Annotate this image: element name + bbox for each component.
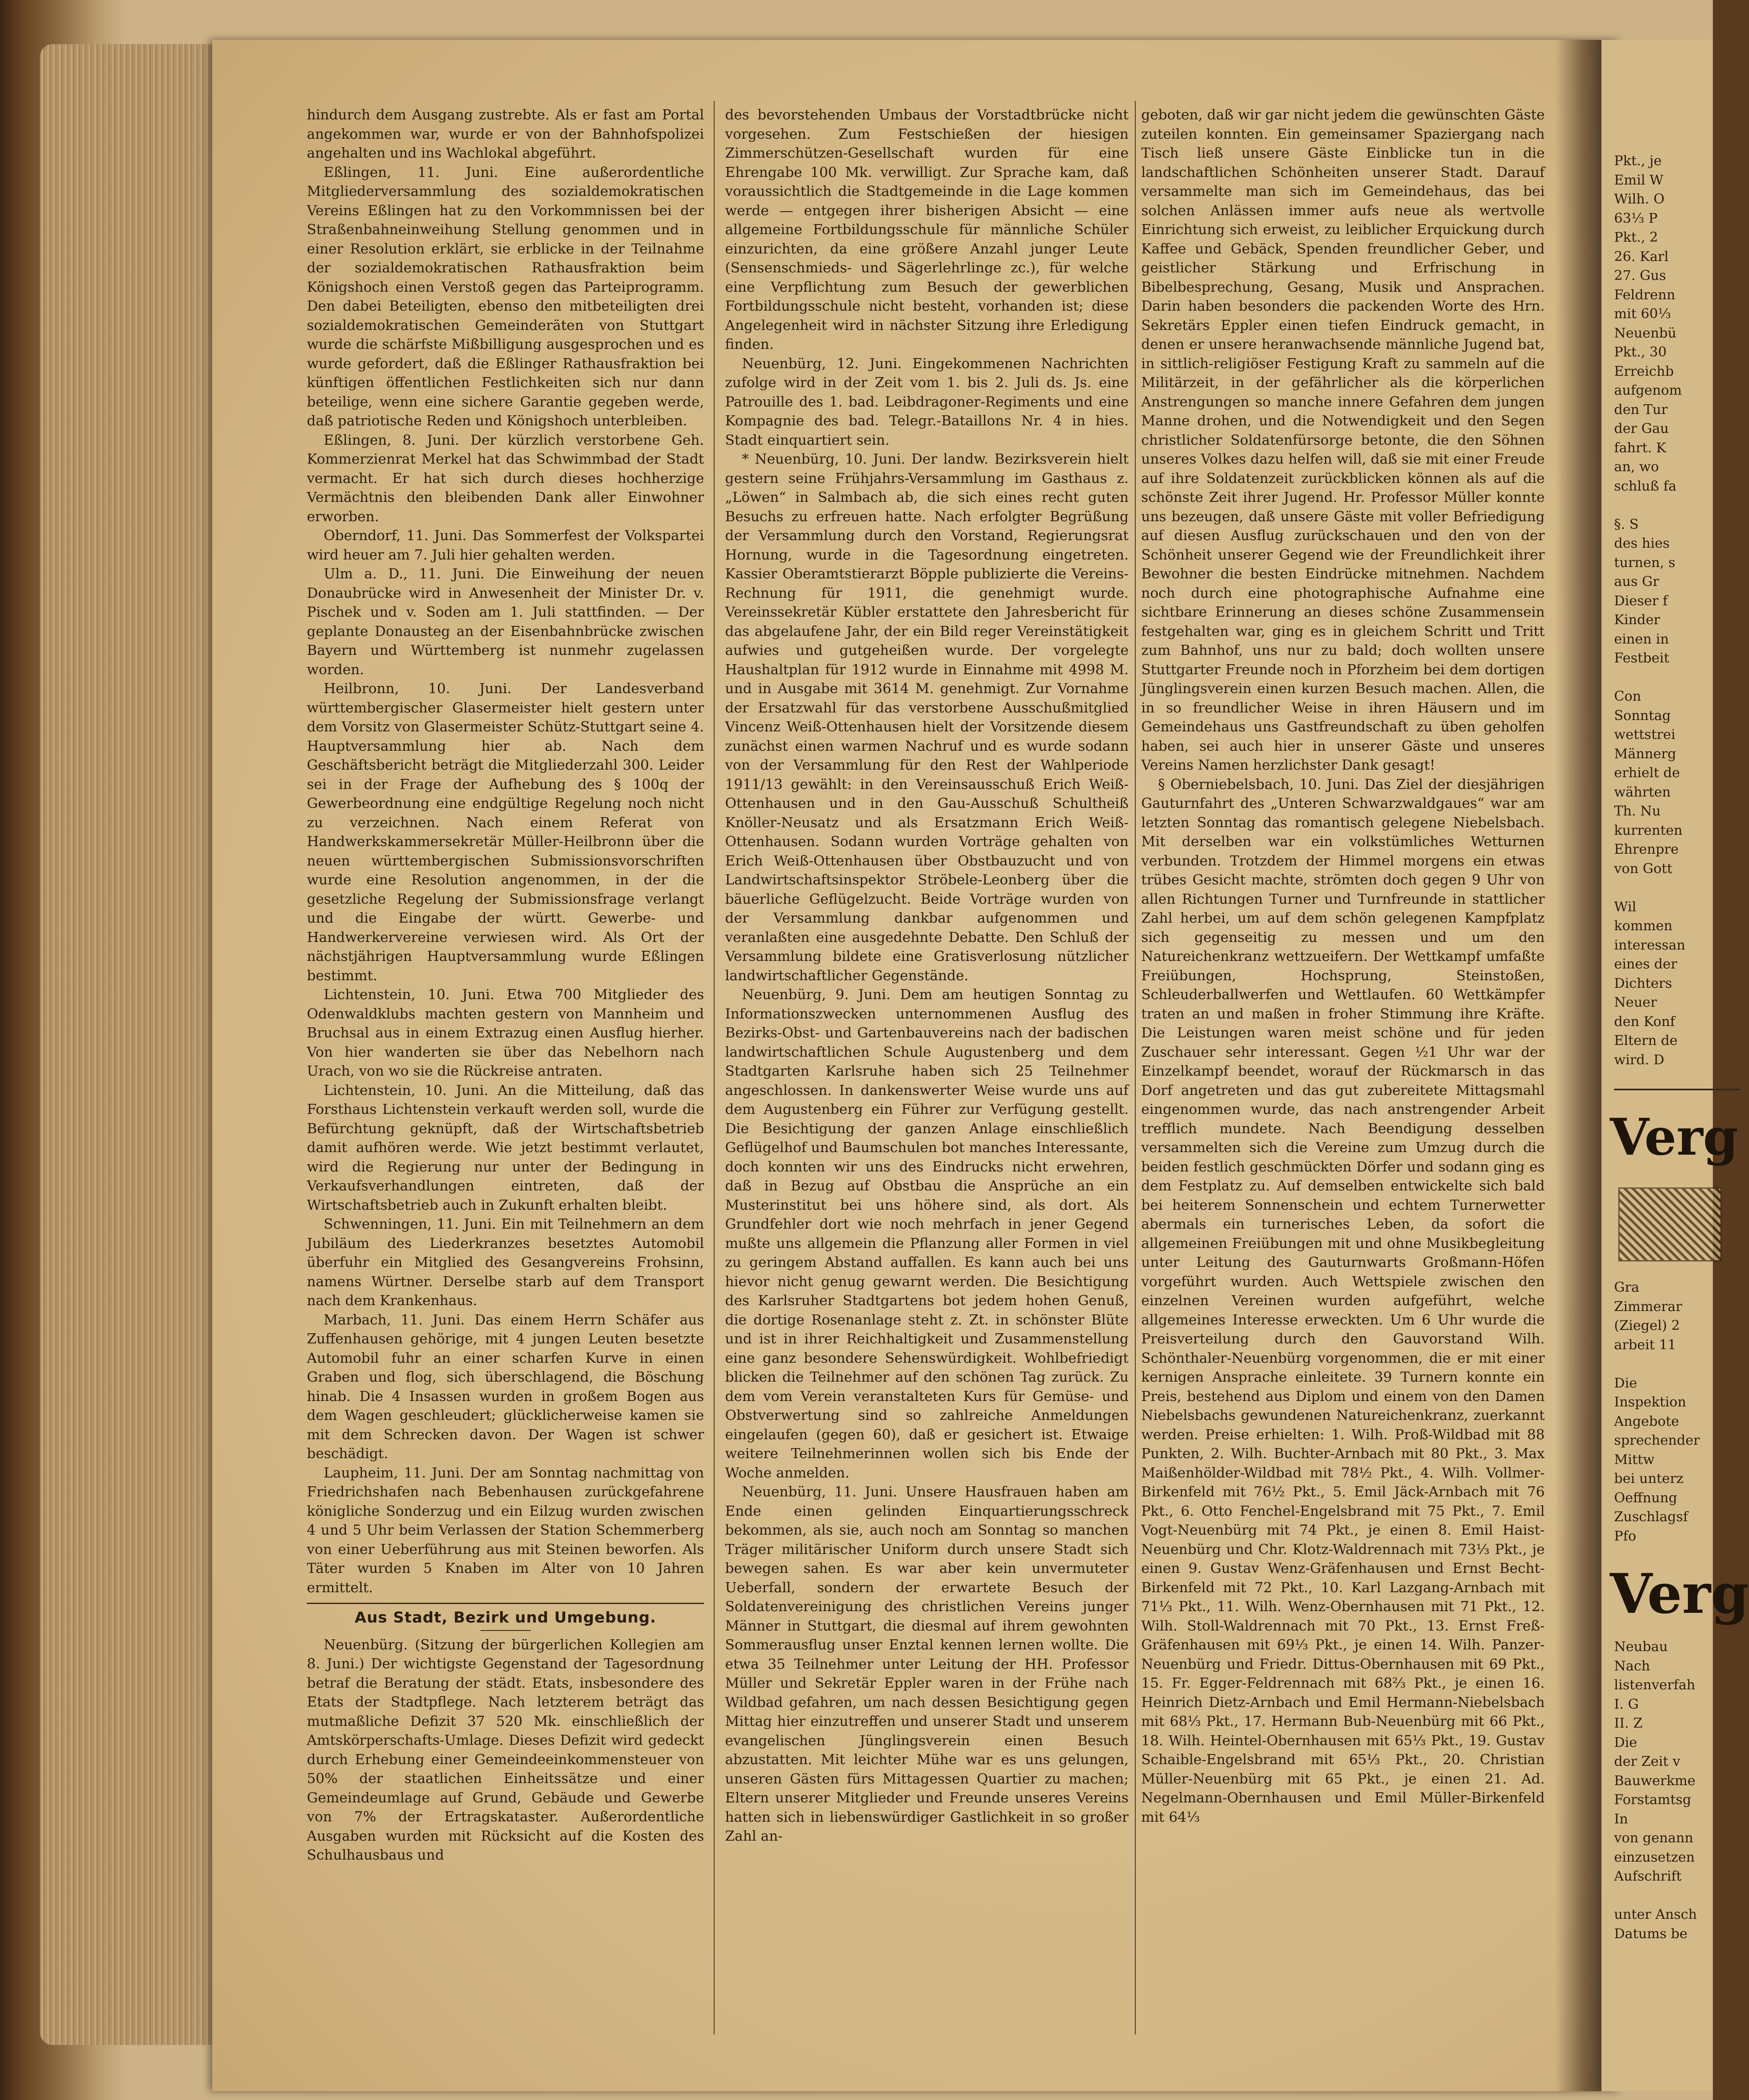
adjacent-page-line: aus Gr <box>1614 573 1659 589</box>
adjacent-page-line: sprechender <box>1614 1432 1700 1448</box>
adjacent-page-line: Feldrenn <box>1614 286 1675 303</box>
adjacent-page-line <box>1614 1886 1697 1905</box>
adjacent-page-line: Wil <box>1614 898 1636 915</box>
adjacent-page-line: wird. D <box>1614 1051 1665 1068</box>
adjacent-page-line: von Gott <box>1614 860 1672 876</box>
adjacent-page-line: Neubau <box>1614 1638 1668 1654</box>
adjacent-page-line: Pkt., 30 <box>1614 344 1667 360</box>
adjacent-page-line: eines der <box>1614 956 1678 972</box>
adjacent-page-line: Nach <box>1614 1657 1650 1674</box>
adjacent-page-line: Sonntag <box>1614 707 1671 723</box>
adjacent-page-line: kommen <box>1614 918 1672 934</box>
adjacent-page-line: schluß fa <box>1614 478 1677 494</box>
adjacent-page-line: der Gau <box>1614 420 1669 436</box>
column-rule <box>714 101 715 2034</box>
adjacent-page-line: der Zeit v <box>1614 1753 1680 1769</box>
adjacent-page-line: Dichters <box>1614 975 1672 991</box>
adjacent-page-line: bei unterz <box>1614 1470 1683 1486</box>
adjacent-page-line: Die <box>1614 1734 1637 1750</box>
adjacent-page-line: den Tur <box>1614 401 1668 417</box>
article-paragraph: § Oberniebelsbach, 10. Juni. Das Ziel der diesjährigen Gauturnfahrt des „Unteren Schwarzwaldgaues“ war am letzten Sonntag das romantisch gelegene Niebelsbach. Mit derselben war ein volkstümliches Wetturnen verbunden. Trotzdem der Himmel morgens ein etwas trübes Gesicht machte, strömten doch gegen 9 Uhr von allen Richtungen Turner und Turnfreunde in stattlicher Zahl herbei, um auf dem schön gelegenen Kampfplatz sich gegenseitig zu messen und um den Natureichenkranz wettzueifern. Der Wettkampf umfaßte Freiübungen, Hochsprung, Steinstoßen, Schleuderballwerfen und Wettlaufen. 60 Wettkämpfer traten an und maßen in froher Stimmung ihre Kräfte. Die Leistungen waren meist schöne und für jeden Zuschauer sehr interessant. Gegen ½1 Uhr war der Einzelkampf beendet, worauf der Rückmarsch in das Dorf angetreten und das gut zubereitete Mittagsmahl eingenommen wurde, das nach anstrengender Arbeit trefflich mundete. Nach Beendigung desselben versammelten sich die Vereine zum Umzug durch die beiden festlich geschmückten Dörfer und sodann ging es dem Festplatz zu. Auf demselben entwickelte sich bald bei heiterem Sonnenschein und echtem Turnerwetter abermals ein turnerisches Leben, da sofort die allgemeinen Freiübungen mit und ohne Musikbegleitung unter Leitung des Gauturnwarts Großmann-Höfen vorgeführt wurden. Auch Wettspiele zwischen den einzelnen Vereinen wurden aufgeführt, welche allgemeines Interesse erweckten. Um 6 Uhr wurde die Preisverteilung durch den Gauvorstand Wilh. Schönthaler-Neuenbürg vorgenommen, die er mit einer kernigen Ansprache einleitete. 39 Turnern konnte ein Preis, bestehend aus Diplom und einem von den Damen Niebelsbachs gewundenen Natureichenkranz, zuerkannt werden. Preise erhielten: 1. Wilh. Proß-Wildbad mit 88 Punkten, 2. Wilh. Buchter-Arnbach mit 80 Pkt., 3. Max Maißenhölder-Wildbad mit 78½ Pkt., 4. Wilh. Vollmer-Birkenfeld mit 76½ Pkt., 5. Emil Jäck-Arnbach mit 76 Pkt., 6. Otto Fenchel-Engelsbrand mit 75 Pkt., 7. Emil Vogt-Neuenbürg mit 74 Pkt., je einen 8. Emil Haist-Neuenbürg und Chr. Klotz-Waldrennach mit 73⅓ Pkt., je einen 9. Gustav Wenz-Gräfenhausen und Ernst Becht-Birkenfeld mit 72 Pkt., 10. Karl Lazgang-Arnbach mit 71⅓ Pkt., 11. Wilh. Wenz-Obernhausen mit 71 Pkt., 12. Wilh. Stoll-Waldrennach mit 70 Pkt., 13. Ernst Freß-Gräfenhausen mit 69⅓ Pkt., je einen 14. Wilh. Panzer-Neuenbürg und Friedr. Dittus-Obernhausen mit 69 Pkt., 15. Fr. Egger-Feldrennach mit 68⅔ Pkt., je einen 16. Heinrich Dietz-Arnbach und Emil Hermann-Niebelsbach mit 68⅓ Pkt., 17. Hermann Bub-Neuenbürg mit 66 Pkt., 18. Wilh. Heintel-Obernhausen mit 65⅓ Pkt., 19. Gustav Schaible-Engelsbrand mit 65⅓ Pkt., 20. Christian Müller-Neuenbürg mit 65 Pkt., je einen 21. Ad. Negelmann-Obernhausen und Emil Müller-Birkenfeld mit 64⅓ <box>1141 776 1545 1825</box>
adjacent-page-line: Th. Nu <box>1614 803 1661 819</box>
adjacent-page-line: I. G <box>1614 1696 1639 1712</box>
adjacent-page-line: aufgenom <box>1614 382 1682 398</box>
column-1 <box>307 105 704 1865</box>
article-paragraph: Marbach, 11. Juni. Das einem Herrn Schäfer aus Zuffenhausen gehörige, mit 4 jungen Leuten besetzte Automobil fuhr an einer scharfen Kurve in einen Graben und flog, sich überschlagend, die Böschung hinab. Die 4 Insassen wurden in großem Bogen aus dem Wagen geschleudert; glücklicherweise kamen sie mit dem Schrecken davon. Der Wagen ist schwer beschädigt. <box>307 1311 704 1462</box>
adjacent-page-line: Pkt., je <box>1614 153 1662 169</box>
article-paragraph: Laupheim, 11. Juni. Der am Sonntag nachmittag von Friedrichshafen nach Bebenhausen zurückgefahrene königliche Sonderzug und ein Eilzug wurden zwischen 4 und 5 Uhr beim Verlassen der Station Schemmerberg von einer Ueberführung aus mit Steinen beworfen. Als Täter wurden 5 Knaben im Alter von 10 Jahren ermittelt. <box>307 1464 704 1596</box>
adjacent-page-text <box>1614 151 1685 1069</box>
adjacent-page-line: Inspektion <box>1614 1394 1686 1410</box>
adjacent-page-line: listenverfah <box>1614 1677 1696 1693</box>
adjacent-page-line: interessan <box>1614 937 1686 953</box>
article-paragraph: hindurch dem Ausgang zustrebte. Als er fast am Portal angekommen war, wurde er von der Bahnhofspolizei angehalten und ins Wachlokal abgeführt. <box>307 106 704 161</box>
adjacent-page-line: Neuer <box>1614 994 1657 1010</box>
adjacent-page-line: an, wo <box>1614 459 1659 475</box>
article-paragraph: Neuenbürg, 9. Juni. Dem am heutigen Sonntag zu Informationszwecken unternommenen Ausflug des Bezirks-Obst- und Gartenbauvereins nach der badischen landwirtschaftlichen Schule Augustenberg und dem Stadtgarten Karlsruhe haben sich 25 Teilnehmer angeschlossen. In dankenswerter Weise wurde uns auf dem Augustenberg ein Führer zur Verfügung gestellt. Die Besichtigung der ganzen Anlage einschließlich Geflügelhof und Baumschulen bot manches Interessante, doch konnten wir uns des Eindrucks nicht erwehren, daß in Bezug auf Obstbau die Ansprüche an ein Musterinstitut bei uns höhere sind, als dort. Als Grundfehler dort wie noch mehrfach in jener Gegend mußte uns allgemein die Pflanzung aller Formen in viel zu geringem Abstand auffallen. Es kann auch bei uns hievor nicht genug gewarnt werden. Die Besichtigung des Karlsruher Stadtgartens bot jedem hohen Genuß, die dortige Rosenanlage steht z. Zt. in schönster Blüte und ist in ihrer Reichhaltigkeit und Zusammenstellung eine ganz besondere Sehenswürdigkeit. Wohlbefriedigt blicken die Teilnehmer auf den schönen Tag zurück. Zu dem vom Verein veranstalteten Kurs für Gemüse- und Obstverwertung sind so zahlreiche Anmeldungen eingelaufen (gegen 60), daß er gesichert ist. Etwaige weitere Teilnehmerinnen wollen sich bis Ende der Woche anmelden. <box>725 986 1129 1481</box>
adjacent-page-line: Wilh. O <box>1614 191 1665 207</box>
column-3 <box>1141 105 1545 1826</box>
adjacent-page-line: mit 60⅓ <box>1614 306 1671 322</box>
adjacent-page-line <box>1614 496 1685 515</box>
adjacent-page-line: Forstamtsg <box>1614 1791 1691 1807</box>
adjacent-page-line: Zuschlagsf <box>1614 1509 1688 1525</box>
adjacent-page-line: Eltern de <box>1614 1032 1678 1048</box>
adjacent-page-line: kurrenten <box>1614 822 1683 838</box>
adjacent-page-line: Ehrenpre <box>1614 841 1679 857</box>
adjacent-page-line: Die <box>1614 1374 1637 1391</box>
adjacent-page-line: Pfo <box>1614 1528 1636 1544</box>
adjacent-page-line: Erreichb <box>1614 363 1674 379</box>
article-paragraph: Heilbronn, 10. Juni. Der Landesverband württembergischer Glasermeister hielt gestern unter dem Vorsitz von Glasermeister Schütz-Stuttgart seine 4. Hauptversammlung hier ab. Nach dem Geschäftsbericht beträgt die Mitgliederzahl 300. Leider sei in der Frage der Aufhebung des § 100q der Gewerbeordnung eine endgültige Regelung noch nicht zu verzeichnen. Nach einem Referat von Handwerkskammersekretär Müller-Heilbronn über die neuen württembergischen Submissionsvorschriften wurde eine Resolution angenommen, in der die gesetzliche Regelung der Submissionsfrage verlangt und die Eingabe der württ. Gewerbe- und Handwerkervereine verwiesen wird. Als Ort der nächstjährigen Hauptversammlung wurde Eßlingen bestimmt. <box>307 680 704 984</box>
adjacent-page-line: Kinder <box>1614 612 1660 628</box>
article-paragraph: Lichtenstein, 10. Juni. Etwa 700 Mitglieder des Odenwaldklubs machten gestern von Mannheim und Bruchsal aus in einem Extrazug einen Ausflug hierher. Von hier wanderten sie über das Nebelhorn nach Urach, von wo sie die Rückreise antraten. <box>307 986 704 1079</box>
article-paragraph: Neuenbürg, 12. Juni. Eingekommenen Nachrichten zufolge wird in der Zeit vom 1. bis 2. Juli ds. Js. eine Patrouille des 1. bad. Leibdragoner-Regiments und eine Kompagnie des bad. Telegr.-Bataillons Nr. 4 in hies. Stadt einquartiert sein. <box>725 355 1129 448</box>
article-paragraph: Eßlingen, 8. Juni. Der kürzlich verstorbene Geh. Kommerzienrat Merkel hat das Schwimmbad der Stadt vermacht. Er hat sich durch dieses hochherzige Vermächtnis den bleibenden Dank aller Einwohner erworben. <box>307 431 704 525</box>
adjacent-page-line: erhielt de <box>1614 765 1680 781</box>
adjacent-page-line: II. Z <box>1614 1715 1643 1731</box>
adjacent-page-line <box>1614 878 1685 897</box>
adjacent-page-line: In <box>1614 1810 1628 1827</box>
adjacent-page-line: fahrt. K <box>1614 439 1666 456</box>
adjacent-page-line: einen in <box>1614 631 1669 647</box>
adjacent-page-line: Oeffnung <box>1614 1489 1678 1506</box>
adjacent-page-line: 26. Karl <box>1614 248 1669 264</box>
adjacent-page-line: Gra <box>1614 1279 1639 1295</box>
page-gutter <box>1555 40 1606 2091</box>
adjacent-page-line: währten <box>1614 784 1671 800</box>
adjacent-page-line: Dieser f <box>1614 592 1668 609</box>
article-paragraph: geboten, daß wir gar nicht jedem die gewünschten Gäste zuteilen konnten. Ein gemeinsamer Spaziergang nach Tisch ließ unsere Gäste Einblicke tun in die landschaftlichen Schönheiten unserer Stadt. Darauf versammelte man sich im Gemeindehaus, das bei solchen Anlässen immer aufs neue als wertvolle Einrichtung sich erweist, zu leiblicher Erquickung durch Kaffee und Gebäck, Spenden freundlicher Geber, und geistlicher Stärkung und Erfrischung in Bibelbesprechung, Gesang, Musik und Ansprachen. Darin haben besonders die packenden Worte des Hrn. Sekretärs Eppler einen tiefen Eindruck gemacht, in denen er unsere heranwachsende männliche Jugend bat, in sittlich-religiöser Festigung Kraft zu sammeln auf die Militärzeit, in der gefährlicher als die körperlichen Anstrengungen so manche innere Gefahren dem jungen Manne drohen, und die Notwendigkeit und den Segen christlicher Soldatenfürsorge betonte, die den Söhnen unseres Volkes dazu helfen will, daß sie mit einer Freude auf ihre Soldatenzeit zurückblicken können als auf die schönste Zeit ihrer Jugend. Hr. Professor Müller konnte uns bezeugen, daß unsere Gäste mit voller Befriedigung auf diesen Ausflug zurückschauen und den von der Schönheit unserer Gegend wie der Freundlichkeit ihrer Bewohner die besten Eindrücke mitnehmen. Nachdem noch durch eine photographische Aufnahme eine sichtbare Erinnerung an dieses schöne Zusammensein festgehalten war, ging es in gleichem Schritt und Tritt zum Bahnhof, uns nur zu bald; doch wollten unsere Stuttgarter Freunde noch in Pforzheim bei dem dortigen Jünglingsverein einen kurzen Besuch machen. Allen, die in so freundlicher Weise in ihren Häusern und im Gemeindehaus uns Gastfreundschaft zu üben geholfen haben, sei auch hier in unserer Gäste und unseres Vereins Namen herzlichster Dank gesagt! <box>1141 106 1545 773</box>
adjacent-page-text <box>1614 1637 1697 1943</box>
adjacent-page-line: Mittw <box>1614 1451 1655 1467</box>
page-stack <box>40 44 216 2045</box>
adjacent-page-line: arbeit 11 <box>1614 1336 1676 1353</box>
adjacent-page-line: §. S <box>1614 516 1639 532</box>
adjacent-page-illustration <box>1618 1187 1722 1261</box>
article-paragraph: Eßlingen, 11. Juni. Eine außerordentliche Mitgliederversammlung des sozialdemokratischen Vereins Eßlingen hat zu den Vorkommnissen bei der Straßenbahneinweihung Stellung genommen und in einer Resolution erklärt, sie erblicke in der Teilnahme der sozialdemokratischen Rathausfraktion beim Königshoch einen Verstoß gegen das Parteiprogramm. Den dabei Beteiligten, ebenso den mitbeteiligten drei sozialdemokratischen Gemeinderäten von Stuttgart wurde die schärfste Mißbilligung ausgesprochen und es wurde gefordert, daß die Eßlinger Rathausfraktion bei künftigen öffentlichen Festlichkeiten sich nur dann beteilige, wenn eine sichere Garantie gegeben werde, daß patriotische Reden und Königshoch unterbleiben. <box>307 164 704 429</box>
article-paragraph: Oberndorf, 11. Juni. Das Sommerfest der Volkspartei wird heuer am 7. Juli hier gehalten werden. <box>307 527 704 563</box>
adjacent-page-line: turnen, s <box>1614 554 1675 570</box>
adjacent-page-headline: Verg <box>1610 1562 1749 1626</box>
adjacent-page-line: 27. Gus <box>1614 267 1666 283</box>
adjacent-page-line: einzusetzen <box>1614 1849 1695 1865</box>
section-heading: Aus Stadt, Bezirk und Umgebung. <box>354 1609 657 1626</box>
adjacent-page-line: von genann <box>1614 1830 1694 1846</box>
article-paragraph: Neuenbürg. (Sitzung der bürgerlichen Kollegien am 8. Juni.) Der wichtigste Gegenstand der Tagesordnung betraf die Beratung der städt. Etats, insbesondere des Etats der Stadtpflege. Nach letzterem beträgt das mutmaßliche Defizit 37 520 Mk. einschließlich der Amtskörperschafts-Umlage. Dieses Defizit wird gedeckt durch Erhebung einer Gemeindeeinkommensteuer von 50% der staatlichen Einheitssätze und einer Gemeindeumlage auf Grund, Gebäude und Gewerbe von 7% der Ertragskataster. Außerordentliche Ausgaben wurden mit Rücksicht auf die Kosten des Schulhausbaus und <box>307 1636 704 1863</box>
article-paragraph: * Neuenbürg, 10. Juni. Der landw. Bezirksverein hielt gestern seine Frühjahrs-Versammlung im Gasthaus z. „Löwen“ in Salmbach ab, die sich eines recht guten Besuchs zu erfreuen hatte. Nach erfolgter Begrüßung der Versammlung durch den Vorstand, Regierungsrat Hornung, wurde in die Tagesordnung eingetreten. Kassier Oberamtstierarzt Böpple publizierte die Vereins-Rechnung für 1911, die genehmigt wurde. Vereinssekretär Kübler erstattete den Jahresbericht für das abgelaufene Jahr, der ein Bild reger Vereinstätigkeit aufwies und gutgeheißen wurde. Der vorgelegte Haushaltplan für 1912 wurde in Einnahme mit 4998 M. und in Ausgabe mit 3614 M. genehmigt. Zur Vornahme der Ersatzwahl für das verstorbene Ausschußmitglied Vincenz Weiß-Ottenhausen hielt der Vorsitzende diesem zunächst einen warmen Nachruf und es wurde sodann von der Versammlung für den Rest der Wahlperiode 1911/13 gewählt: in den Vereinsausschuß Erich Weiß-Ottenhausen und in den Gau-Ausschuß Schultheiß Knöller-Neusatz und als Ersatzmann Erich Weiß-Ottenhausen. Sodann wurden Vorträge gehalten von Erich Weiß-Ottenhausen über Obstbauzucht und von Landwirtschaftsinspektor Ströbele-Leonberg über die bäuerliche Geflügelzucht. Beide Vorträge wurden von der Versammlung dankbar aufgenommen und veranlaßten eine ausgedehnte Debatte. Den Schluß der Versammlung bildete eine Gratisverlosung nützlicher landwirtschaftlicher Gegenstände. <box>725 451 1129 984</box>
article-paragraph: Neuenbürg, 11. Juni. Unsere Hausfrauen haben am Ende einen gelinden Einquartierungsschreck bekommen, als sie, auch noch am Sonntag so manchen Träger militärischer Uniform durch unsere Stadt sich bewegen sahen. Es war aber kein unvermuteter Ueberfall, sondern der erwartete Besuch der Soldatenvereinigung des christlichen Vereins junger Männer in Stuttgart, die diesmal auf ihrem gewohnten Sommerausflug unser Enztal kennen lernen wollte. Die etwa 35 Teilnehmer unter Leitung der HH. Professor Müller und Sekretär Eppler waren in der Frühe nach Wildbad gefahren, um nach dessen Besichtigung gegen Mittag hier einzutreffen und unserer Stadt und unserem evangelischen Jünglingsverein einen Besuch abzustatten. Mit leichter Mühe war es uns gelungen, unseren Gästen fürs Mittagessen Quartier zu machen; Eltern unserer Mitglieder und Freunde unseres Vereins hatten sich in liebenswürdiger Gastlichkeit in so großer Zahl an- <box>725 1483 1129 1844</box>
article-paragraph: des bevorstehenden Umbaus der Vorstadtbrücke nicht vorgesehen. Zum Festschießen der hiesigen Zimmerschützen-Gesellschaft wurden für eine Ehrengabe 100 Mk. verwilligt. Zur Sprache kam, daß voraussichtlich die Stadtgemeinde in die Lage kommen werde — entgegen ihrer bisherigen Absicht — eine allgemeine Fortbildungsschule für männliche Schüler einzurichten, da eine größere Anzahl junger Leute (Sensenschmieds- und Sägerlehrlinge zc.), für welche eine Verpflichtung zum Besuch der gewerblichen Fortbildungsschule nicht besteht, vorhanden ist; diese Angelegenheit wird in nächster Sitzung ihre Erledigung finden. <box>725 106 1129 352</box>
adjacent-page-line: Zimmerar <box>1614 1298 1682 1314</box>
adjacent-page-line: Con <box>1614 688 1641 704</box>
adjacent-page-line: Neuenbü <box>1614 324 1677 341</box>
adjacent-page-line: Emil W <box>1614 171 1664 188</box>
adjacent-page-line: (Ziegel) 2 <box>1614 1317 1680 1333</box>
adjacent-page-line: Angebote <box>1614 1413 1679 1429</box>
adjacent-page <box>1601 40 1749 2091</box>
section-rule <box>307 1603 704 1604</box>
section-rule <box>480 1630 531 1631</box>
adjacent-page-line: den Konf <box>1614 1013 1675 1029</box>
article-paragraph: Lichtenstein, 10. Juni. An die Mitteilung, daß das Forsthaus Lichtenstein verkauft werden soll, wurde die Befürchtung geknüpft, daß der Wirtschaftsbetrieb damit aufhören werde. Wie jetzt bestimmt verlautet, wird die Regierung nur unter der Bedingung in Verkaufsverhandlungen eintreten, daß der Wirtschaftsbetrieb auch in Zukunft erhalten bleibt. <box>307 1082 704 1213</box>
adjacent-page-line: Festbeit <box>1614 650 1670 666</box>
adjacent-page-rule <box>1614 1089 1740 1090</box>
article-paragraph: Ulm a. D., 11. Juni. Die Einweihung der neuen Donaubrücke wird in Anwesenheit der Minister Dr. v. Pischek und v. Soden am 1. Juli stattfinden. — Der geplante Donausteg an der Eisenbahnbrücke zwischen Bayern und Württemberg ist nunmehr zugelassen worden. <box>307 565 704 678</box>
column-rule <box>1135 101 1136 2034</box>
adjacent-page-line: unter Ansch <box>1614 1906 1697 1922</box>
adjacent-page-line <box>1614 668 1685 687</box>
adjacent-page-line: 63⅓ P <box>1614 210 1658 226</box>
adjacent-page-line: des hies <box>1614 535 1670 551</box>
adjacent-page-line: Bauwerkme <box>1614 1772 1696 1789</box>
adjacent-page-line <box>1614 1354 1700 1374</box>
adjacent-page-line: Datums be <box>1614 1925 1688 1942</box>
adjacent-page-line: wettstrei <box>1614 726 1675 742</box>
adjacent-page-line: Pkt., 2 <box>1614 229 1658 245</box>
adjacent-page-line: Männerg <box>1614 745 1676 762</box>
adjacent-page-headline: Verg <box>1610 1108 1738 1167</box>
article-paragraph: Schwenningen, 11. Juni. Ein mit Teilnehmern an dem Jubiläum des Liederkranzes besetztes Automobil überfuhr ein Mitglied des Gesangvereins Frohsinn, namens Würtner. Derselbe starb auf dem Transport nach dem Krankenhaus. <box>307 1216 704 1309</box>
adjacent-page-text <box>1614 1278 1700 1546</box>
adjacent-page-line: Aufschrift <box>1614 1868 1682 1884</box>
column-2 <box>725 105 1129 1846</box>
